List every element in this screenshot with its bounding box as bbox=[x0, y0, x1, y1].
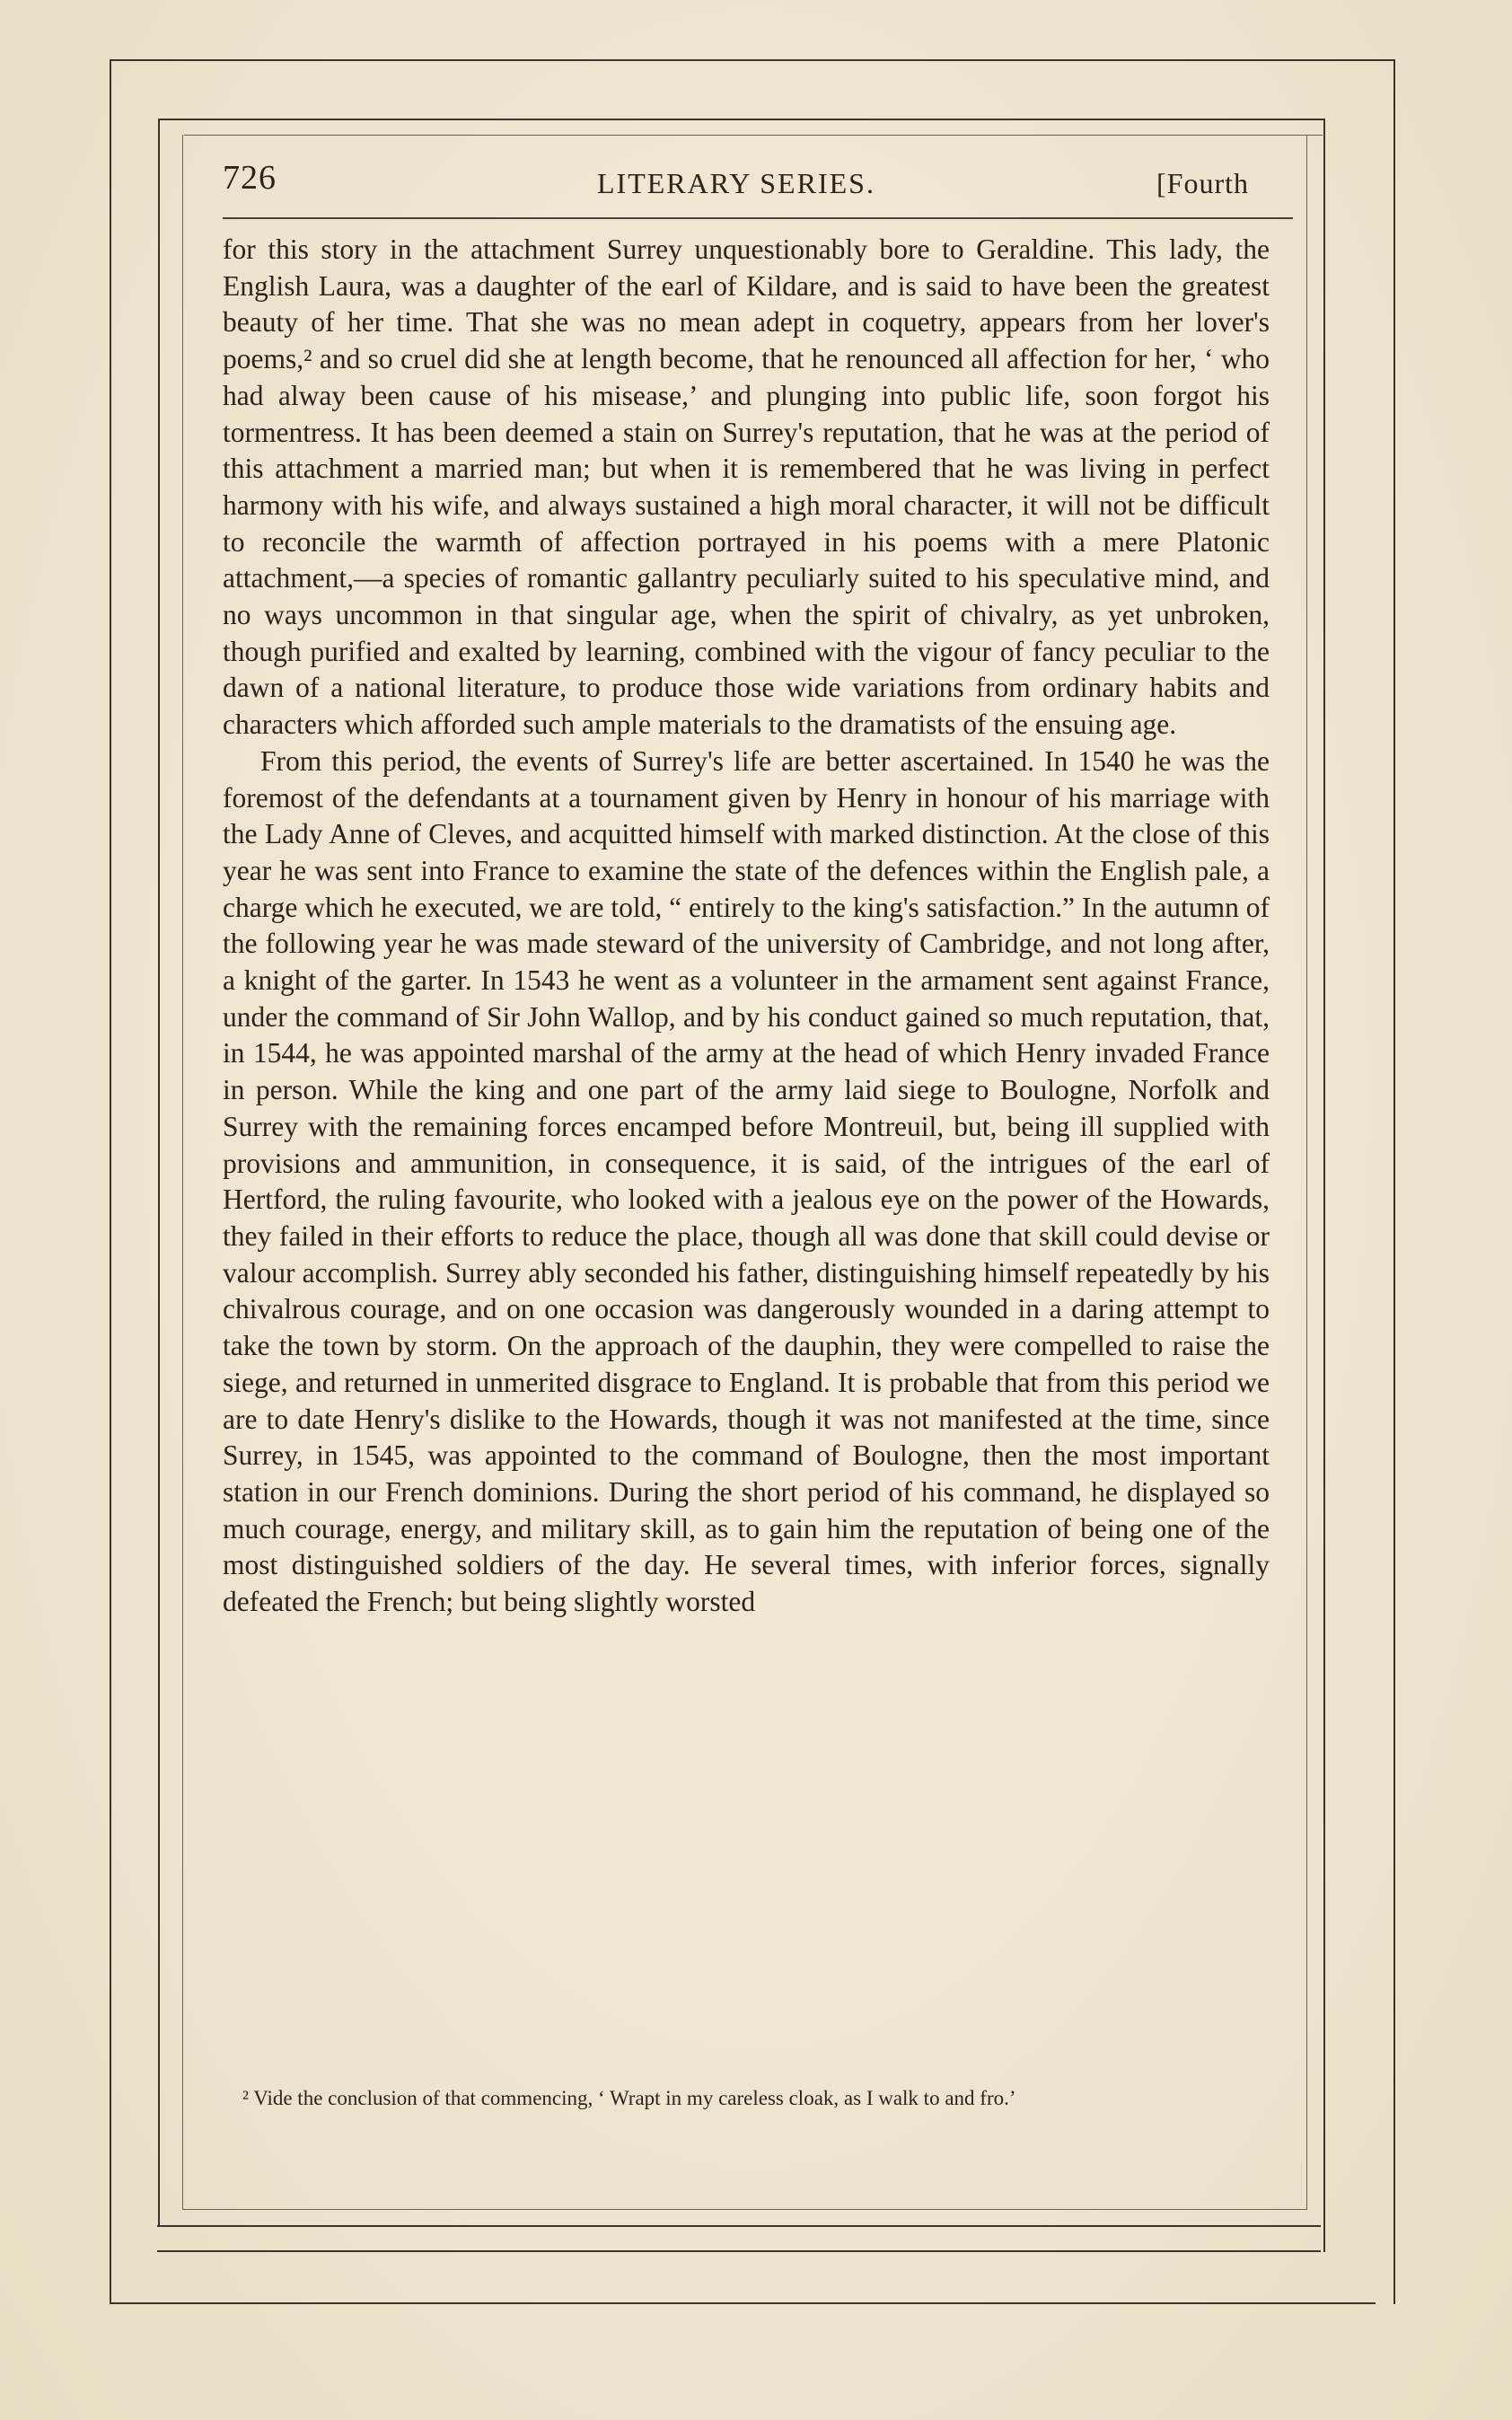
inner-frame-rule-left bbox=[158, 119, 160, 2227]
inner-frame-rule-right bbox=[1323, 119, 1325, 2252]
paragraph: From this period, the events of Surrey's life are better ascertained. In 1540 he was the foremost of the defendants at a tournament given by Henry in honour of his marriage with the Lady Anne of Cleves, and acquitted himself with marked distinction. At the close of this year he was sent into France to examine the state of the defences within the English pale, a charge which he executed, we are told, “ entirely to the king's satisfaction.” In the autumn of the following year he was made steward of the university of Cambridge, and not long after, a knight of the garter. In 1543 he went as a volunteer in the armament sent against France, under the command of Sir John Wallop, and by his conduct gained so much reputation, that, in 1544, he was appointed marshal of the army at the head of which Henry invaded France in person. While the king and one part of the army laid siege to Boulogne, Norfolk and Surrey with the remaining forces encamped before Montreuil, but, being ill supplied with provisions and ammunition, in consequence, it is said, of the intrigues of the earl of Hertford, the ruling favourite, who looked with a jealous eye on the power of the Howards, they failed in their efforts to reduce the place, though all was done that skill could devise or valour accomplish. Surrey ably seconded his father, distinguishing himself repeatedly by his chivalrous courage, and on one occasion was dangerously wounded in a daring attempt to take the town by storm. On the approach of the dauphin, they were compelled to raise the siege, and returned in unmerited disgrace to England. It is probable that from this period we are to date Henry's dislike to the Howards, though it was not manifested at the time, since Surrey, in 1545, was appointed to the command of Boulogne, then the most important station in our French dominions. During the short period of his command, he displayed so much courage, energy, and military skill, as to gain him the reputation of being one of the most distinguished soldiers of the day. He several times, with inferior forces, signally defeated the French; but being slightly worsted bbox=[223, 744, 1270, 1618]
running-head-rule bbox=[223, 217, 1293, 219]
section-mark: [Fourth bbox=[1156, 167, 1249, 199]
inner-frame-hairline-left bbox=[182, 135, 183, 2209]
inner-frame-hairline-top bbox=[184, 135, 1323, 136]
inner-frame-hairline-right bbox=[1306, 135, 1307, 2209]
outer-frame-rule-top bbox=[110, 59, 1395, 61]
inner-frame-rule-top bbox=[158, 119, 1325, 120]
running-head bbox=[223, 158, 1325, 203]
paragraph: for this story in the attachment Surrey unquestionably bore to Geraldine. This lady, the English Laura, was a daughter of the earl of Kildare, and is said to have been the greatest beauty of her time. That she was no mean adept in coquetry, appears from her lover's poems,² and so cruel did she at length become, that he renounced all affection for her, ‘ who had alway been cause of his misease,’ and plunging into public life, soon forgot his tormentress. It has been deemed a stain on Surrey's reputation, that he was at the period of this attachment a married man; but when it is remembered that he was living in perfect harmony with his wife, and always sustained a high moral character, it will not be difficult to reconcile the warmth of affection portrayed in his poems with a mere Platonic attachment,—a species of romantic gallantry peculiarly suited to his speculative mind, and no ways uncommon in that singular age, when the spirit of chivalry, as yet unbroken, though purified and exalted by learning, combined with the vigour of fancy peculiar to the dawn of a national literature, to produce those wide variations from ordinary habits and characters which afforded such ample materials to the dramatists of the ensuing age. bbox=[223, 233, 1270, 741]
inner-frame-hairline-bottom bbox=[182, 2209, 1307, 2210]
outer-frame-rule-left bbox=[110, 59, 111, 2304]
outer-frame-rule-right bbox=[1393, 59, 1395, 2304]
page-number: 726 bbox=[223, 159, 277, 197]
frame-rule-bottom-middle bbox=[157, 2250, 1321, 2252]
footnote: ² Vide the conclusion of that commencing, ‘ Wrapt in my careless cloak, as I walk to and fro.’ bbox=[242, 2087, 1016, 2109]
body-text bbox=[223, 232, 1270, 1621]
series-title: LITERARY SERIES. bbox=[597, 167, 875, 199]
frame-rule-bottom-outer bbox=[110, 2302, 1376, 2304]
frame-rule-bottom-inner bbox=[157, 2225, 1321, 2227]
